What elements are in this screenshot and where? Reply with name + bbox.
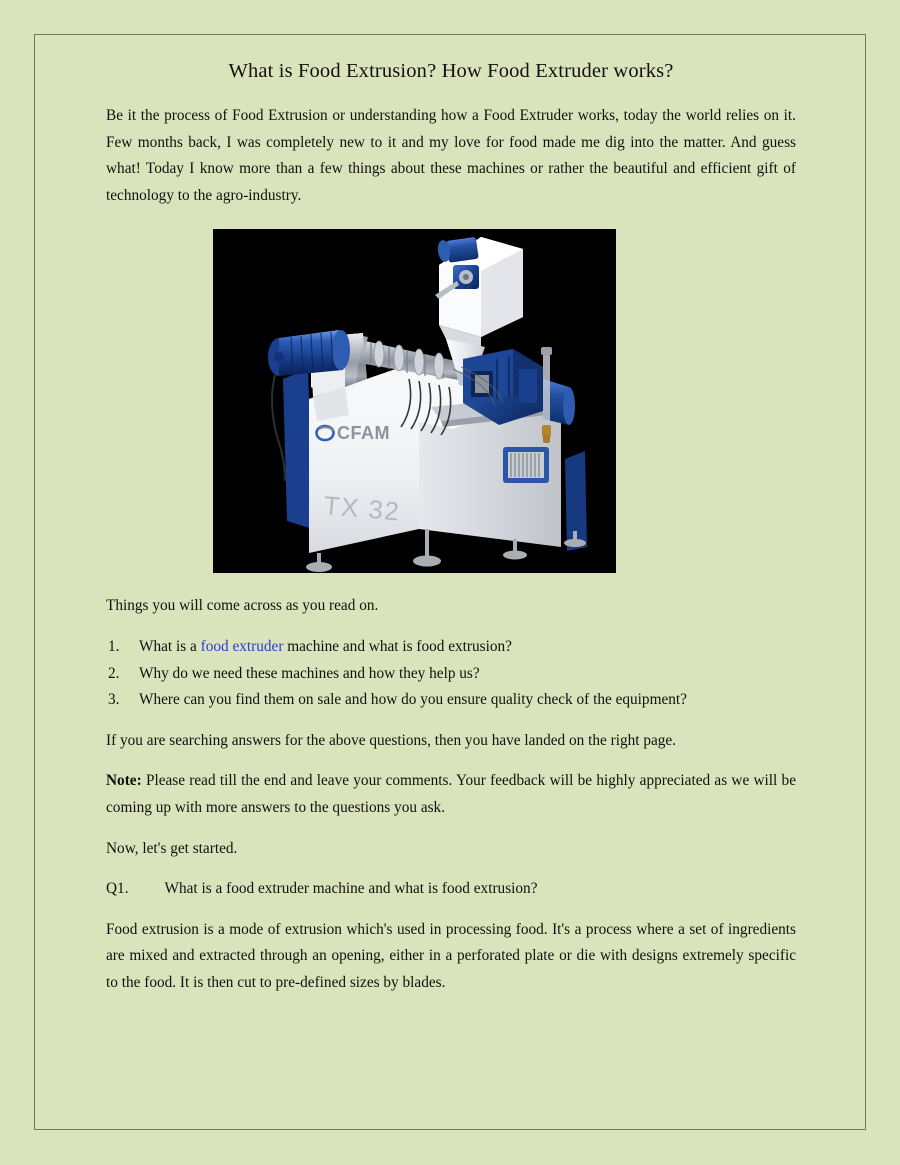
list-item-prefix: Where can you find them on sale and how do you ensure quality check of the equipment?	[139, 691, 687, 709]
spacer	[106, 620, 796, 634]
landed-paragraph: If you are searching answers for the above questions, then you have landed on the right page.	[106, 731, 677, 749]
list-item	[106, 687, 796, 714]
extruder-image	[213, 229, 616, 573]
list-item-suffix: machine and what is food extrusion?	[283, 637, 512, 655]
spacer	[106, 862, 796, 876]
spacer	[106, 573, 796, 593]
model-label: TX 32	[322, 490, 402, 528]
extruder-illustration	[213, 229, 616, 573]
svg-text:CFAM: CFAM	[337, 423, 390, 444]
list-item	[106, 661, 796, 688]
spacer	[106, 822, 796, 836]
spacer	[106, 714, 796, 728]
question-list	[106, 634, 796, 714]
now-started-paragraph: Now, let's get started.	[106, 839, 238, 857]
spacer	[106, 754, 796, 768]
spacer	[106, 209, 796, 229]
spacer	[106, 83, 796, 103]
extruder-figure	[106, 229, 796, 573]
document-content	[106, 35, 796, 997]
food-extruder-link[interactable]: food extruder	[200, 637, 284, 655]
page-title: What is Food Extrusion? How Food Extruder works?	[228, 60, 674, 82]
note-body: Please read till the end and leave your comments. Your feedback will be highly appreciated as we will be coming up with more answers to the questions you ask.	[106, 772, 796, 816]
document-page	[34, 34, 866, 1130]
list-item-prefix: Why do we need these machines and how they help us?	[139, 664, 480, 682]
list-item	[106, 634, 796, 661]
list-item-prefix: What is a	[139, 637, 201, 655]
q1-number: Q1.	[106, 880, 129, 898]
things-lead-paragraph: Things you will come across as you read on.	[106, 597, 379, 615]
q1-heading	[106, 876, 796, 903]
note-paragraph	[106, 768, 796, 821]
q1-text: What is a food extruder machine and what is food extrusion?	[164, 880, 538, 898]
spacer	[106, 903, 796, 917]
intro-paragraph: Be it the process of Food Extrusion or understanding how a Food Extruder works, today the world relies on it. Few months back, I was completely new to it and my love for food made me dig into the matter. And guess what! Today I know more than a few things about these machines or rather the beautiful and efficient gift of technology to the agro-industry.	[106, 107, 796, 204]
note-label: Note:	[106, 772, 142, 790]
answer-paragraph: Food extrusion is a mode of extrusion which's used in processing food. It's a process where a set of ingredients are mixed and extracted through an opening, either in a perforated plate or die with designs extremely specific to the food. It is then cut to pre-defined sizes by blades.	[106, 920, 796, 991]
